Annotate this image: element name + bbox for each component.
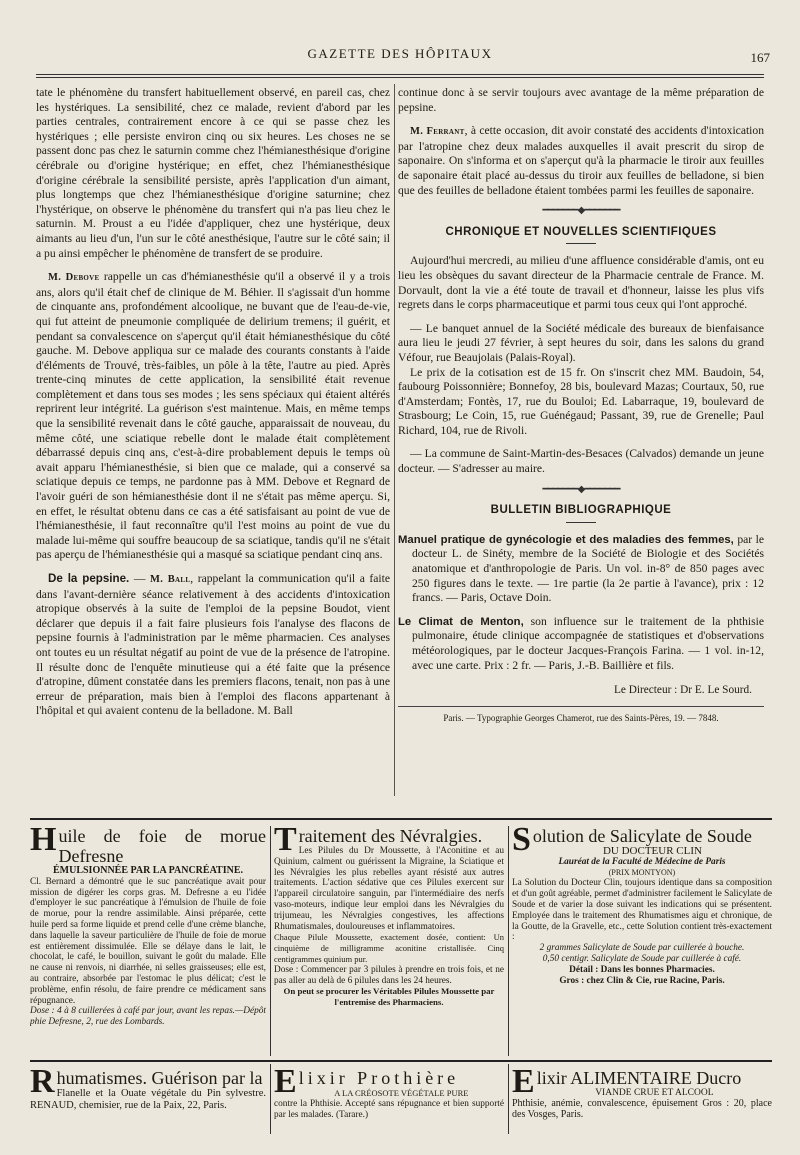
director-signature: Le Directeur : Dr E. Le Sourd. <box>613 684 752 697</box>
paragraph-pepsine: De la pepsine. — M. Ball, rappelant la communication qu'il a faite dans l'avant-dernière séance relativement à des accidents d'intoxication atropique observés à la suite de l'emploi de la pepsine Boudot, vient déclarer que depuis il a fait faire plusieurs fois l'analyse des flacons de pepsine fournis à l'administration par le même pharmacien. Ces analyses ont toutes eu un résultat négatif au point de vue de la présence de l'atropine. Il résulte donc de l'enquête minutieuse qui a été faite que la présence d'atropine, dûment constatée dans les premiers flacons, tenait, non pas à une erreur de préparation, mais bien à l'emploi des flacons appartenant à l'hôpital et qui avaient contenu de la belladone. M. Ball <box>36 572 390 718</box>
ad-subtitle: DU DOCTEUR CLIN <box>602 845 702 857</box>
chronique-heading: CHRONIQUE ET NOUVELLES SCIENTIFIQUES <box>445 225 717 238</box>
paragraph-commune: — La commune de Saint-Martin-des-Besaces (Calvados) demande un jeune docteur. — S'adresser au maire. <box>398 447 764 476</box>
ad-huile-defresne: Huile de foie de morue Defresne ÉMULSIONNÉE PAR LA PANCRÉATINE. Cl. Bernard a démontré que le suc pancréatique avait pour mission de digérer les corps gras. M. Defresne a eu l'idée d'employer le suc pancréatique à l'émulsion de l'huile de foie de morue, pour la rendre assimilable. Ainsi préparée, cette huile perd sa forme liquide et prend celle d'une crème blanche, dans laquelle la saveur particulière de l'huile de foie de morue est entièrement dissimulée. Elle se délaye dans le lait, le chocolat, le café, le bouillon, suivant le goût du malade. Elle ne cause ni renvois, ni diarrhée, ni selles graisseuses; elle est, au contraire, absorbée par l'estomac le plus délicat; c'est le problème, enfin résolu, de faire prendre ce médicament sans répugnance. Dose : 4 à 8 cuillerées à café par jour, avant les repas.—Dépôt phie Defresne, 2, rue des Lombards. <box>30 826 266 1028</box>
book-title: Le Climat de Menton, <box>398 615 524 628</box>
ornament-divider: ━━━━━━━◆━━━━━━━ <box>542 483 620 495</box>
ad-title: raitement des Névralgies. <box>298 826 483 846</box>
paragraph-continuation: continue donc à se servir toujours avec avantage de la même préparation de pepsine. <box>398 86 764 114</box>
ad-elixir-ducro: Elixir ALIMENTAIRE Ducro VIANDE CRUE ET ALCOOL Phthisie, anémie, convalescence, épuisement Gros : 20, place des Vosges, Paris. <box>512 1068 772 1120</box>
short-rule <box>566 243 596 244</box>
ad-title: uile de foie de morue Defresne <box>58 826 266 866</box>
ad-dose-line: 0,50 centigr. Salicylate de Soude par cuillerée à café. <box>542 953 742 964</box>
ad-laureat: Lauréat de la Faculté de Médecine de Paris <box>558 856 726 867</box>
ad-rhumatismes: Rhumatismes. Guérison par la Flanelle et la Ouate végétale du Pin sylvestre. RENAUD, chemisier, rue de la Paix, 22, Paris. <box>30 1068 266 1111</box>
ad-divider <box>508 1064 509 1134</box>
ad-subtitle: VIANDE CRUE ET ALCOOL <box>595 1088 714 1098</box>
book-entry-menton: Le Climat de Menton, son influence sur le traitement de la phthisie pulmonaire, étude clinique accompagnée de statistiques et d'observations météorologiques, par le docteur Jacques-François Farina. — 1 vol. in-12, avec une carte. Prix : 2 fr. — Paris, J.-B. Baillière et fils. <box>398 614 764 672</box>
section-lead: De la pepsine. <box>48 572 130 585</box>
book-title: Manuel pratique de gynécologie et des maladies des femmes, <box>398 533 734 546</box>
left-column <box>36 86 390 791</box>
ad-title: lixir Prothière <box>298 1068 460 1088</box>
ornament-divider: ━━━━━━━◆━━━━━━━ <box>542 205 620 217</box>
ad-subtitle: ÉMULSIONNÉE PAR LA PANCRÉATINE. <box>52 865 244 876</box>
ad-detail: Détail : Dans les bonnes Pharmacies. <box>569 964 715 975</box>
ad-nevralgies: Traitement des Névralgies. Les Pilules du Dr Moussette, à l'Aconitine et au Quinium, calment ou guérissent la Migraine, la Sciatique et les Névralgies les plus rebelles ayant résisté aux autres traitements. L'action sédative que ces Pilules exercent sur l'appareil circulatoire sanguin, par l'intermédiaire des nerfs vaso-moteurs, indique leur emploi dans les Névralgies du trijumeau, les Névralgies congestives, les affections Rhumatismales, douloureuses et inflammatoires. Chaque Pilule Moussette, exactement dosée, contient: Un cinquième de milligramme aconitine cristallisée. Cinq centigrammes quinium pur. Dose : Commencer par 3 pilules à prendre en trois fois, et ne pas aller au delà de 6 pilules dans les 24 heures. On peut se procurer les Véritables Pilules Moussette par l'entremise des Pharmaciens. <box>274 826 504 1008</box>
ad-body: Cl. Bernard a démontré que le suc pancréatique avait pour mission de digérer les corps gras. M. Defresne a eu l'idée d'employer le suc pancréatique à l'émulsion de l'huile de foie de morue, pour la rendre assimilable. Ainsi préparée, cette huile perd sa forme liquide et prend celle d'une crème blanche, dans laquelle la saveur particulière de l'huile de foie de morue est entièrement dissimulée. Elle se délaye dans le lait, le chocolat, le café, le bouillon, suivant le goût du malade. Elle ne cause ni renvois, ni diarrhée, ni selles graisseuses; elle est, au contraire, absorbée par l'estomac le plus délicat; c'est le problème, enfin résolu, de faire prendre ce médicament sans répugnance. <box>30 876 266 1006</box>
paragraph-cotisation: Le prix de la cotisation est de 15 fr. On s'inscrit chez MM. Baudoin, 54, faubourg Poissonnière; Bonnefoy, 28 bis, boulevard Mazas; Courtaux, 50, rue d'Amsterdam; Fontès, 17, rue du Bouloi; Ed. Labarraque, 19, boulevard de Strasbourg; Le Coin, 15, rue Guénégaud; Passant, 39, rue de Grenelle; Paul Richard, 104, rue de Rivoli. <box>398 365 764 437</box>
ad-body: Phthisie, anémie, convalescence, épuisement Gros : 20, place des Vosges, Paris. <box>512 1097 772 1120</box>
ad-subtitle: A LA CRÉOSOTE VÉGÉTALE PURE <box>334 1088 469 1098</box>
ad-dose-line: 2 grammes Salicylate de Soude par cuillerée à bouche. <box>539 943 745 954</box>
right-column <box>398 86 764 811</box>
ad-composition: Chaque Pilule Moussette, exactement dosée, contient: Un cinquième de milligramme aconitine cristallisée. Cinq centigrammes quinium pur. <box>274 932 504 964</box>
ads-top-rule <box>30 818 772 820</box>
ad-dose: Dose : Commencer par 3 pilules à prendre en trois fois, et ne pas aller au delà de 6 pilules dans les 24 heures. <box>274 964 504 986</box>
speaker-name: M. Ball <box>149 574 191 585</box>
ad-gros: Gros : chez Clin & Cie, rue Racine, Paris. <box>559 975 725 986</box>
short-rule <box>566 522 596 523</box>
paragraph-transfert: tate le phénomène du transfert habituellement observé, en pareil cas, chez les hystériques. La sensibilité, chez ce malade, revient d'abord par les parties centrales, contrairement encore à ce qui se passe chez les hystériques ; elle persiste environ cinq ou six heures. Les choses ne se passent donc pas chez le saturnin comme chez l'hémianesthésique d'origine cérébrale ou d'origine hystérique; en effet, chez l'hémianesthésique d'origine cérébrale la sensibilité persiste, après l'application d'un aimant, plus longtemps que chez l'hémianesthésique d'origine saturnine; chez l'hystérique, on observe le phénomène du transfert qui n'a pas lieu chez le saturnin. M. Proust a eu l'idée d'appliquer, chez une hystérique, deux aimants au lieu d'un, l'un sur le côté anesthésique, l'autre sur le côté sain; il a pu ainsi empêcher le phénomène de transfert de se produire. <box>36 86 390 260</box>
ad-prix: (PRIX MONTYON) <box>608 867 676 877</box>
printer-line: Paris. — Typographie Georges Chamerot, rue des Saints-Pères, 19. — 7848. <box>398 706 764 726</box>
ad-footer: On peut se procurer les Véritables Pilules Moussette par l'entremise des Pharmaciens. <box>283 986 495 1008</box>
ad-title: humatismes. Guérison par la <box>56 1068 263 1088</box>
ad-body: contre la Phthisie. Accepté sans répugnance et bien supporté par les malades. (Tarare.) <box>274 1098 504 1120</box>
ad-body: La Solution du Docteur Clin, toujours identique dans sa composition et d'un goût agréable, permet d'administrer facilement le Salicylate de Soude et de varier la dose suivant les indications qui se présentent. Employée dans le traitement des Rhumatismes aigu et chronique, de la Goutte, de la Gravelle, etc., cette Solution contient très-exactement : <box>512 878 772 943</box>
ad-title: olution de Salicylate de Soude <box>532 826 752 846</box>
ads-middle-rule <box>30 1060 772 1062</box>
speaker-name: M. Ferrant <box>410 126 465 138</box>
speaker-name: M. Debove <box>48 272 100 284</box>
ad-elixir-prothiere: Elixir Prothière A LA CRÉOSOTE VÉGÉTALE PURE contre la Phthisie. Accepté sans répugnance et bien supporté par les malades. (Tarare.) <box>274 1068 504 1120</box>
advertisements <box>30 818 772 1140</box>
paragraph-ferrant: M. Ferrant, à cette occasion, dit avoir constaté des accidents d'intoxication par l'atropine chez deux malades auxquelles il avait prescrit du sirop de saponaire. On s'informa et on s'aperçut qu'à la pharmacie le tiroir aux feuilles de saponaire était placé au-dessus du tiroir aux feuilles de belladone, si bien que des feuilles de belladone étaient tombées parmi les feuilles de saponaire. <box>398 124 764 197</box>
ad-divider <box>508 826 509 1056</box>
ad-dose: Dose : 4 à 8 cuillerées à café par jour, avant les repas.—Dépôt phie Defresne, 2, rue des Lombards. <box>30 1006 266 1028</box>
ad-body: Les Pilules du Dr Moussette, à l'Aconitine et au Quinium, calment ou guérissent la Migraine, la Sciatique et les Névralgies les plus rebelles ayant résisté aux autres traitements. L'action sédative que ces Pilules exercent sur l'appareil circulatoire sanguin, par l'intermédiaire des nerfs vaso-moteurs, indique leur emploi dans les Névralgies du trijumeau, les Névralgies congestives, les affections Rhumatismales, douloureuses et inflammatoires. <box>274 846 504 932</box>
ad-divider <box>270 1064 271 1134</box>
page-header <box>30 46 770 66</box>
ad-salicylate: Solution de Salicylate de Soude DU DOCTEUR CLIN Lauréat de la Faculté de Médecine de Paris (PRIX MONTYON) La Solution du Docteur Clin, toujours identique dans sa composition et d'un goût agréable, permet d'administrer facilement le Salicylate de Soude et de varier la dose suivant les indications qui se présentent. Employée dans le traitement des Rhumatismes aigu et chronique, de la Goutte, de la Gravelle, etc., cette Solution contient très-exactement : 2 grammes Salicylate de Soude par cuillerée à bouche. 0,50 centigr. Salicylate de Soude par cuillerée à café. Détail : Dans les bonnes Pharmacies. Gros : chez Clin & Cie, rue Racine, Paris. <box>512 826 772 986</box>
book-entry-gynecologie: Manuel pratique de gynécologie et des maladies des femmes, par le docteur L. de Sinéty, membre de la Société de Biologie et des Sociétés anatomique et d'anthropologie de Paris. Un vol. in-8° de 850 pages avec 250 figures dans le texte. — 1re partie (la 2e partie à l'avance), prix : 12 francs. — Paris, Octave Doin. <box>398 532 764 605</box>
ad-divider <box>270 826 271 1056</box>
journal-title: GAZETTE DES HÔPITAUX <box>307 46 493 61</box>
ad-title: lixir ALIMENTAIRE Ducro <box>536 1068 742 1088</box>
header-rule <box>36 74 764 78</box>
bulletin-heading: BULLETIN BIBLIOGRAPHIQUE <box>490 504 672 517</box>
page-number: 167 <box>750 50 770 65</box>
ad-body: Flanelle et la Ouate végétale du Pin sylvestre. RENAUD, chemisier, rue de la Paix, 22, Paris. <box>30 1088 266 1111</box>
paragraph-debove: M. Debove rappelle un cas d'hémianesthésie qu'il a observé il y a trois ans, alors qu'il était chef de clinique de M. Béhier. Il s'agissait d'un homme de cinquante ans, profondément alcoolique, ne buvant que de l'eau-de-vie, qui fut atteint de pneumonie compliquée de delirium tremens; il guérit, et pendant sa convalescence on s'aperçut qu'il était hémianesthésique du côté gauche. M. Debove appliqua sur ce malade des courants constants à l'aide d'éléments de Trouvé, très-faibles, un pôle à la tête, l'autre au pied. Après trente-cinq minutes de cette application, la sensibilité était revenue complètement et dans tous ses modes ; les sens spéciaux qui étaient altérés reprirent leur intégrité. La guérison s'est maintenue. Mais, en même temps que la sensibilité revenait dans le côté gauche, apparaissait de nouveau, du même côté, une sciatique rebelle dont le malade était complètement débarrassé depuis cinq ans, c'est-à-dire probablement depuis le temps où avait apparu l'hémianesthésie, si bien que ce malade, qui a conservé sa sciatique depuis ce temps, ne pardonne pas à MM. Debove et Regnard de l'avoir guéri de son hémianesthésie dont il ne s'était pas même aperçu. Si, en effet, le résultat obtenu dans ce cas a été satisfaisant au point de vue de l'hémianesthésie, il faut reconnaître qu'il l'est moins au point de vue du malade lui-même qui souffre beaucoup de sa sciatique, tandis qu'il ne s'était pas aperçu de l'hémianesthésie qui a masqué sa sciatique pendant cinq ans. <box>36 270 390 562</box>
paragraph-banquet: — Le banquet annuel de la Société médicale des bureaux de bienfaisance aura lieu le jeudi 27 février, à sept heures du soir, dans les salons du grand Véfour, rue Beaujolais (Palais-Royal). <box>398 321 764 364</box>
column-divider <box>394 84 395 796</box>
paragraph-obseques: Aujourd'hui mercredi, au milieu d'une affluence considérable d'amis, ont eu lieu les obsèques du savant directeur de la Pharmacie centrale de France. M. Dorvault, dont la vie a été toute de travail et d'honneur, laisse les plus vifs regrets dans le corps pharmaceutique et parmi tous ceux qui l'ont approché. <box>398 254 764 312</box>
